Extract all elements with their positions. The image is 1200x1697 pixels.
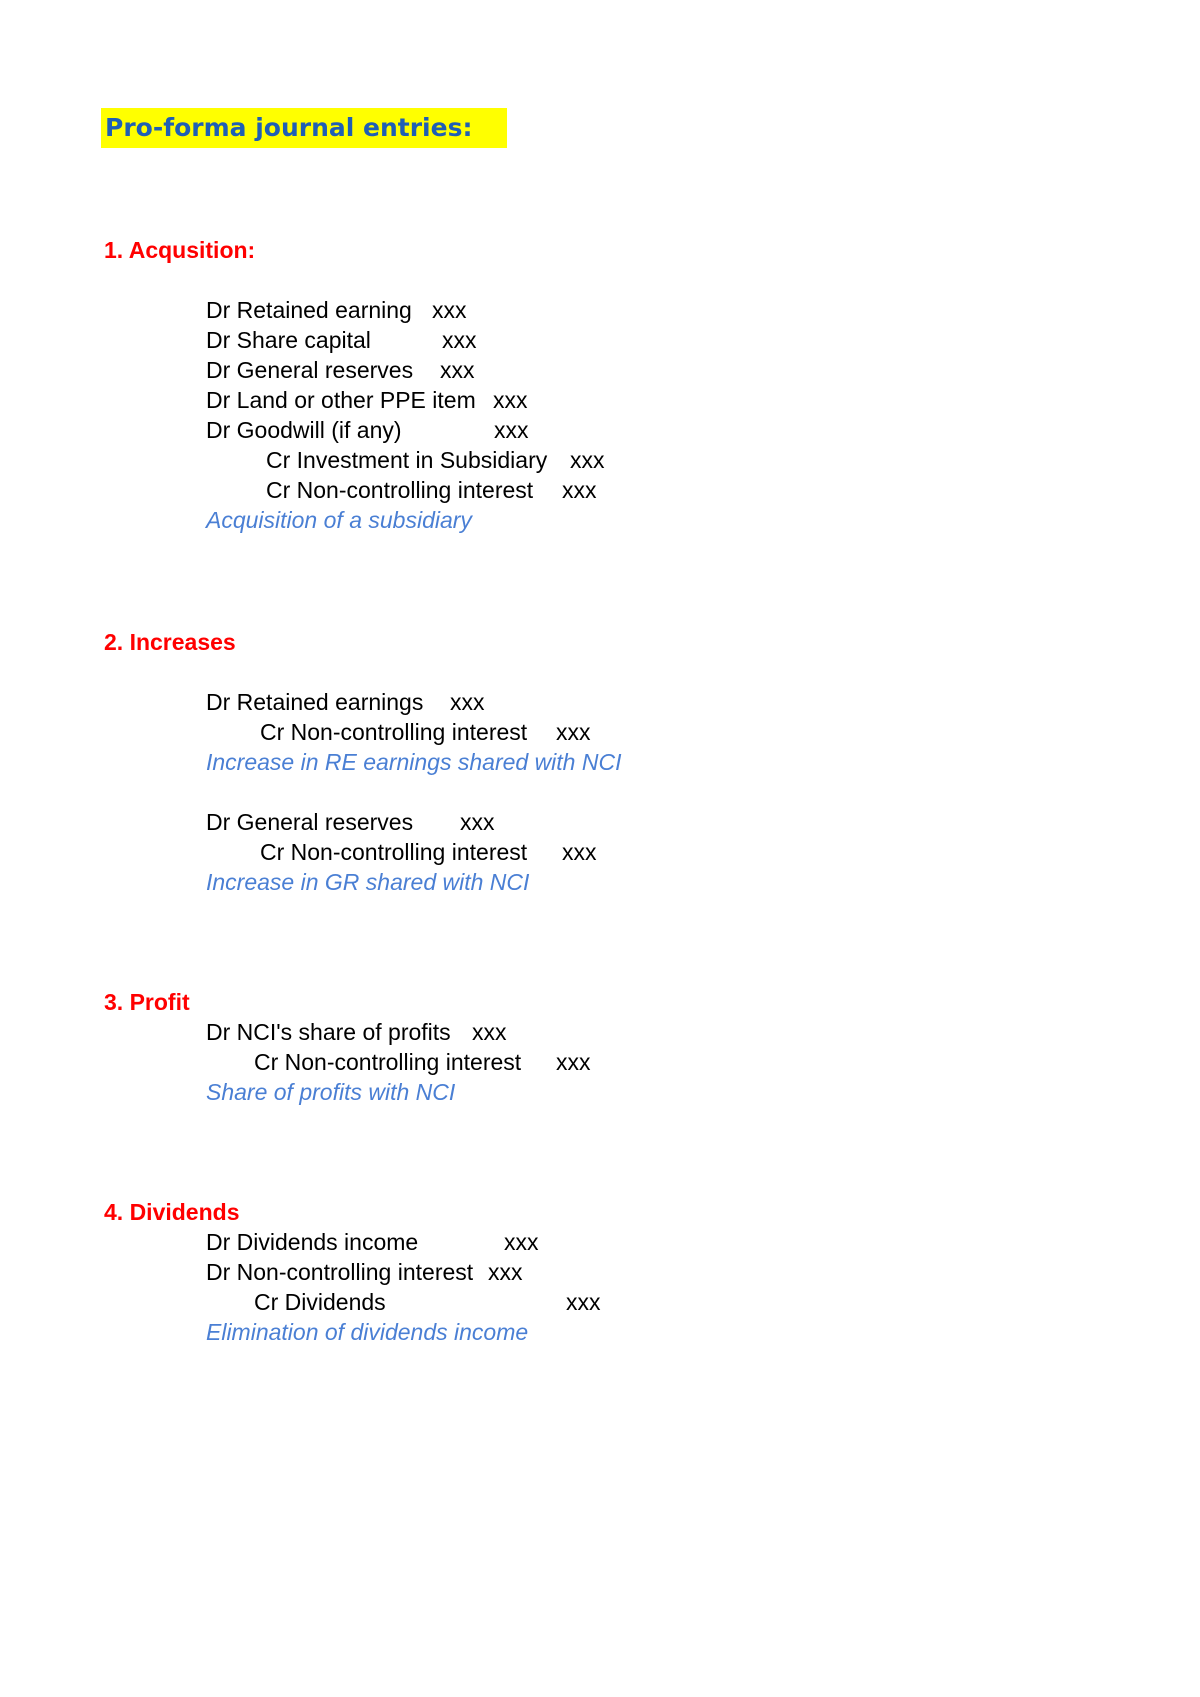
account-name: Cr Non-controlling interest (260, 719, 528, 745)
journal-line (266, 446, 605, 474)
journal-line (206, 1228, 539, 1256)
section-heading-acquisition: 1. Acqusition: (104, 237, 256, 263)
account-name: Dr Retained earning (206, 297, 412, 323)
account-name: Dr Dividends income (206, 1229, 419, 1255)
journal-line (206, 416, 529, 444)
journal-line (206, 326, 477, 354)
amount: xxx (562, 839, 597, 865)
journal-line (206, 1258, 523, 1286)
entry-narration: Share of profits with NCI (206, 1079, 456, 1105)
entry-narration: Elimination of dividends income (206, 1319, 529, 1345)
amount: xxx (440, 357, 475, 383)
account-name: Cr Dividends (254, 1289, 386, 1315)
section-heading-dividends: 4. Dividends (104, 1199, 240, 1225)
entry-narration: Acquisition of a subsidiary (206, 507, 472, 533)
account-name: Cr Non-controlling interest (254, 1049, 522, 1075)
account-name: Dr Share capital (206, 327, 371, 353)
account-name: Dr Non-controlling interest (206, 1259, 474, 1285)
amount: xxx (570, 447, 605, 473)
amount: xxx (442, 327, 477, 353)
journal-line (206, 808, 495, 836)
account-name: Cr Non-controlling interest (260, 839, 528, 865)
account-name: Cr Non-controlling interest (266, 477, 534, 503)
account-name: Dr NCI's share of profits (206, 1019, 451, 1045)
journal-line (206, 296, 467, 324)
account-name: Dr General reserves (206, 809, 414, 835)
amount: xxx (556, 719, 591, 745)
journal-line (260, 838, 597, 866)
section-heading-profit: 3. Profit (104, 989, 190, 1015)
journal-line (254, 1048, 591, 1076)
journal-line (206, 1018, 507, 1046)
journal-line (260, 718, 591, 746)
account-name: Cr Investment in Subsidiary (266, 447, 548, 473)
page-title: Pro-forma journal entries: (101, 108, 507, 148)
amount: xxx (488, 1259, 523, 1285)
entry-narration: Increase in RE earnings shared with NCI (206, 749, 622, 775)
amount: xxx (450, 689, 485, 715)
account-name: Dr Retained earnings (206, 689, 424, 715)
journal-line (206, 386, 528, 414)
amount: xxx (504, 1229, 539, 1255)
journal-line (266, 476, 597, 504)
journal-line (254, 1288, 601, 1316)
amount: xxx (556, 1049, 591, 1075)
entry-narration: Increase in GR shared with NCI (206, 869, 530, 895)
journal-line (206, 356, 475, 384)
amount: xxx (562, 477, 597, 503)
account-name: Dr Land or other PPE item (206, 387, 476, 413)
amount: xxx (493, 387, 528, 413)
account-name: Dr Goodwill (if any) (206, 417, 402, 443)
account-name: Dr General reserves (206, 357, 414, 383)
journal-line (206, 688, 485, 716)
amount: xxx (432, 297, 467, 323)
amount: xxx (494, 417, 529, 443)
amount: xxx (460, 809, 495, 835)
section-heading-increases: 2. Increases (104, 629, 236, 655)
amount: xxx (472, 1019, 507, 1045)
amount: xxx (566, 1289, 601, 1315)
